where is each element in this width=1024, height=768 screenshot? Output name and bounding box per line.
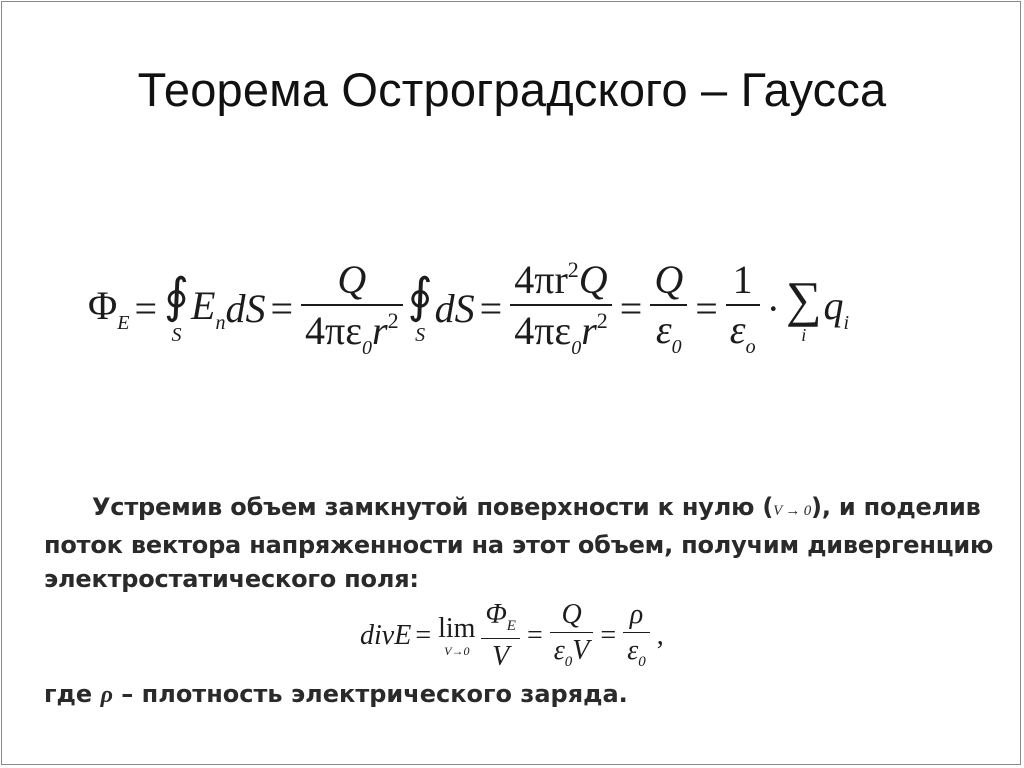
charge-density-definition: где ρ – плотность электрического заряда. — [44, 680, 628, 708]
equals-sign: = — [619, 286, 643, 331]
field-normal-component: $E_n$ — [191, 283, 226, 334]
equals-sign: = — [134, 286, 158, 331]
slide-title: Теорема Остроградского – Гаусса — [137, 63, 887, 116]
fraction-4pi-r2-q: $\frac{4\pi r^2Q}{4\pi\varepsilon_0r^2}$ — [510, 258, 612, 359]
explanation-paragraph — [44, 490, 992, 596]
gauss-flux-formula — [88, 258, 849, 359]
equals-sign: = — [695, 286, 718, 331]
divergence-symbol: divE — [360, 619, 412, 651]
trailing-comma: , — [656, 619, 664, 651]
paragraph-line-1: Устремив объем замкнутой поверхности к нулю (V → 0), и поделив — [92, 493, 981, 521]
equals-sign: = — [415, 619, 432, 651]
fraction-q-over-eps0: $\frac{Q}{\varepsilon_0}$ — [650, 259, 687, 358]
multiplication-dot: · — [766, 286, 780, 331]
fraction-flux-over-volume: $\frac{\Phi_E}{V}$ — [481, 600, 520, 671]
charge-term: $q_i$ — [823, 283, 850, 334]
surface-integral-2: ∮ S — [407, 269, 433, 346]
rho-symbol: ρ — [100, 682, 113, 708]
fraction-q-over-eps0-v: $\frac{Q}{\varepsilon_0V}$ — [550, 600, 594, 671]
surface-integral-1: ∮ S — [164, 269, 190, 346]
equals-sign: = — [479, 286, 503, 331]
surface-element: dS — [225, 286, 266, 331]
equals-sign: = — [270, 286, 294, 331]
limit-operator: lim V→0 — [438, 612, 476, 658]
fraction-1-over-eps0: $\frac{1}{\varepsilon_o}$ — [726, 259, 760, 358]
volume-limit: V → 0 — [773, 503, 812, 519]
equals-sign: = — [526, 619, 543, 651]
surface-element: dS — [434, 286, 475, 331]
paragraph-line-3: электростатического поля: — [44, 565, 419, 593]
fraction-rho-over-eps0: $\frac{\rho}{\varepsilon_0}$ — [623, 600, 650, 671]
equals-sign: = — [600, 619, 617, 651]
paragraph-line-2: поток вектора напряженности на этот объем, получим дивергенцию — [44, 531, 994, 559]
charge-sum: ∑ i — [785, 270, 822, 345]
fraction-q-over-4pi-eps-r2: $\frac{Q}{4\pi\varepsilon_0r^2}$ — [301, 259, 403, 359]
divergence-formula — [360, 600, 668, 671]
flux-symbol: $\Phi_E$ — [88, 283, 130, 334]
